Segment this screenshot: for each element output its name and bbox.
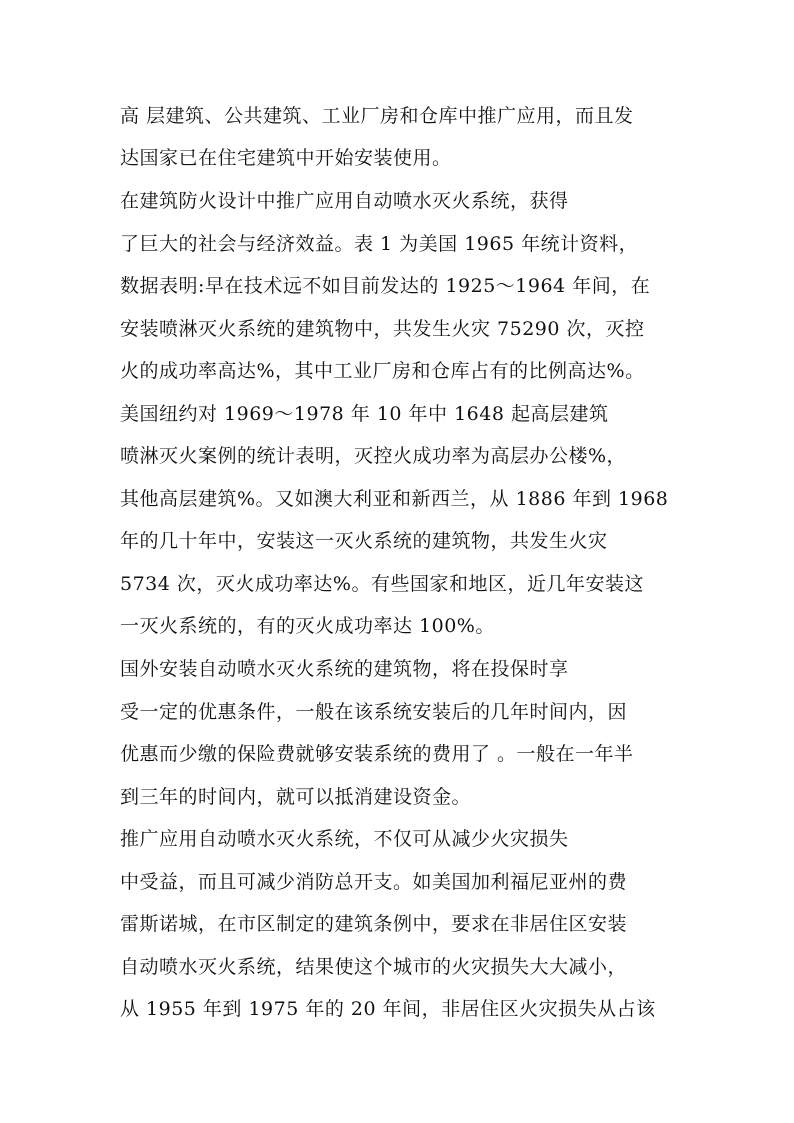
text-line: 数据表明:早在技术远不如目前发达的 1925～1964 年间，在 <box>120 275 651 297</box>
text-line: 安装喷淋灭火系统的建筑物中，共发生火灾 75290 次，灭控 <box>120 318 645 340</box>
text-line: 达国家已在住宅建筑中开始安装使用。 <box>120 147 452 169</box>
text-line: 雷斯诺城，在市区制定的建筑条例中，要求在非居住区安装 <box>120 913 628 935</box>
text-line: 美国纽约对 1969～1978 年 10 年中 1648 起高层建筑 <box>120 403 609 425</box>
text-line: 年的几十年中，安装这一灭火系统的建筑物，共发生火灾 <box>120 530 608 552</box>
text-line: 推广应用自动喷水灭火系统，不仅可从减少火灾损失 <box>120 828 569 850</box>
text-line: 喷淋灭火案例的统计表明，灭控火成功率为高层办公楼%， <box>120 445 627 467</box>
text-line: 高 层建筑、公共建筑、工业厂房和仓库中推广应用，而且发 <box>120 105 634 127</box>
text-line: 5734 次，灭火成功率达%。有些国家和地区，近几年安装这 <box>120 573 644 595</box>
text-line: 其他高层建筑%。又如澳大利亚和新西兰，从 1886 年到 1968 <box>120 488 669 510</box>
text-line: 受一定的优惠条件，一般在该系统安装后的几年时间内，因 <box>120 701 628 723</box>
text-line: 从 1955 年到 1975 年的 20 年间，非居住区火灾损失从占该 <box>120 998 656 1020</box>
text-line: 国外安装自动喷水灭火系统的建筑物，将在投保时享 <box>120 658 569 680</box>
text-line: 到三年的时间内，就可以抵消建设资金。 <box>120 786 472 808</box>
text-line: 自动喷水灭火系统，结果使这个城市的火灾损失大大减小， <box>120 956 628 978</box>
text-line: 中受益，而且可减少消防总开支。如美国加利福尼亚州的费 <box>120 871 628 893</box>
text-line: 火的成功率高达%，其中工业厂房和仓库占有的比例高达%。 <box>120 360 645 382</box>
text-line: 在建筑防火设计中推广应用自动喷水灭火系统，获得 <box>120 190 569 212</box>
text-line: 一灭火系统的，有的灭火成功率达 100%。 <box>120 615 495 637</box>
text-line: 了巨大的社会与经济效益。表 1 为美国 1965 年统计资料， <box>120 233 639 255</box>
text-line: 优惠而少缴的保险费就够安装系统的费用了 。一般在一年半 <box>120 743 634 765</box>
